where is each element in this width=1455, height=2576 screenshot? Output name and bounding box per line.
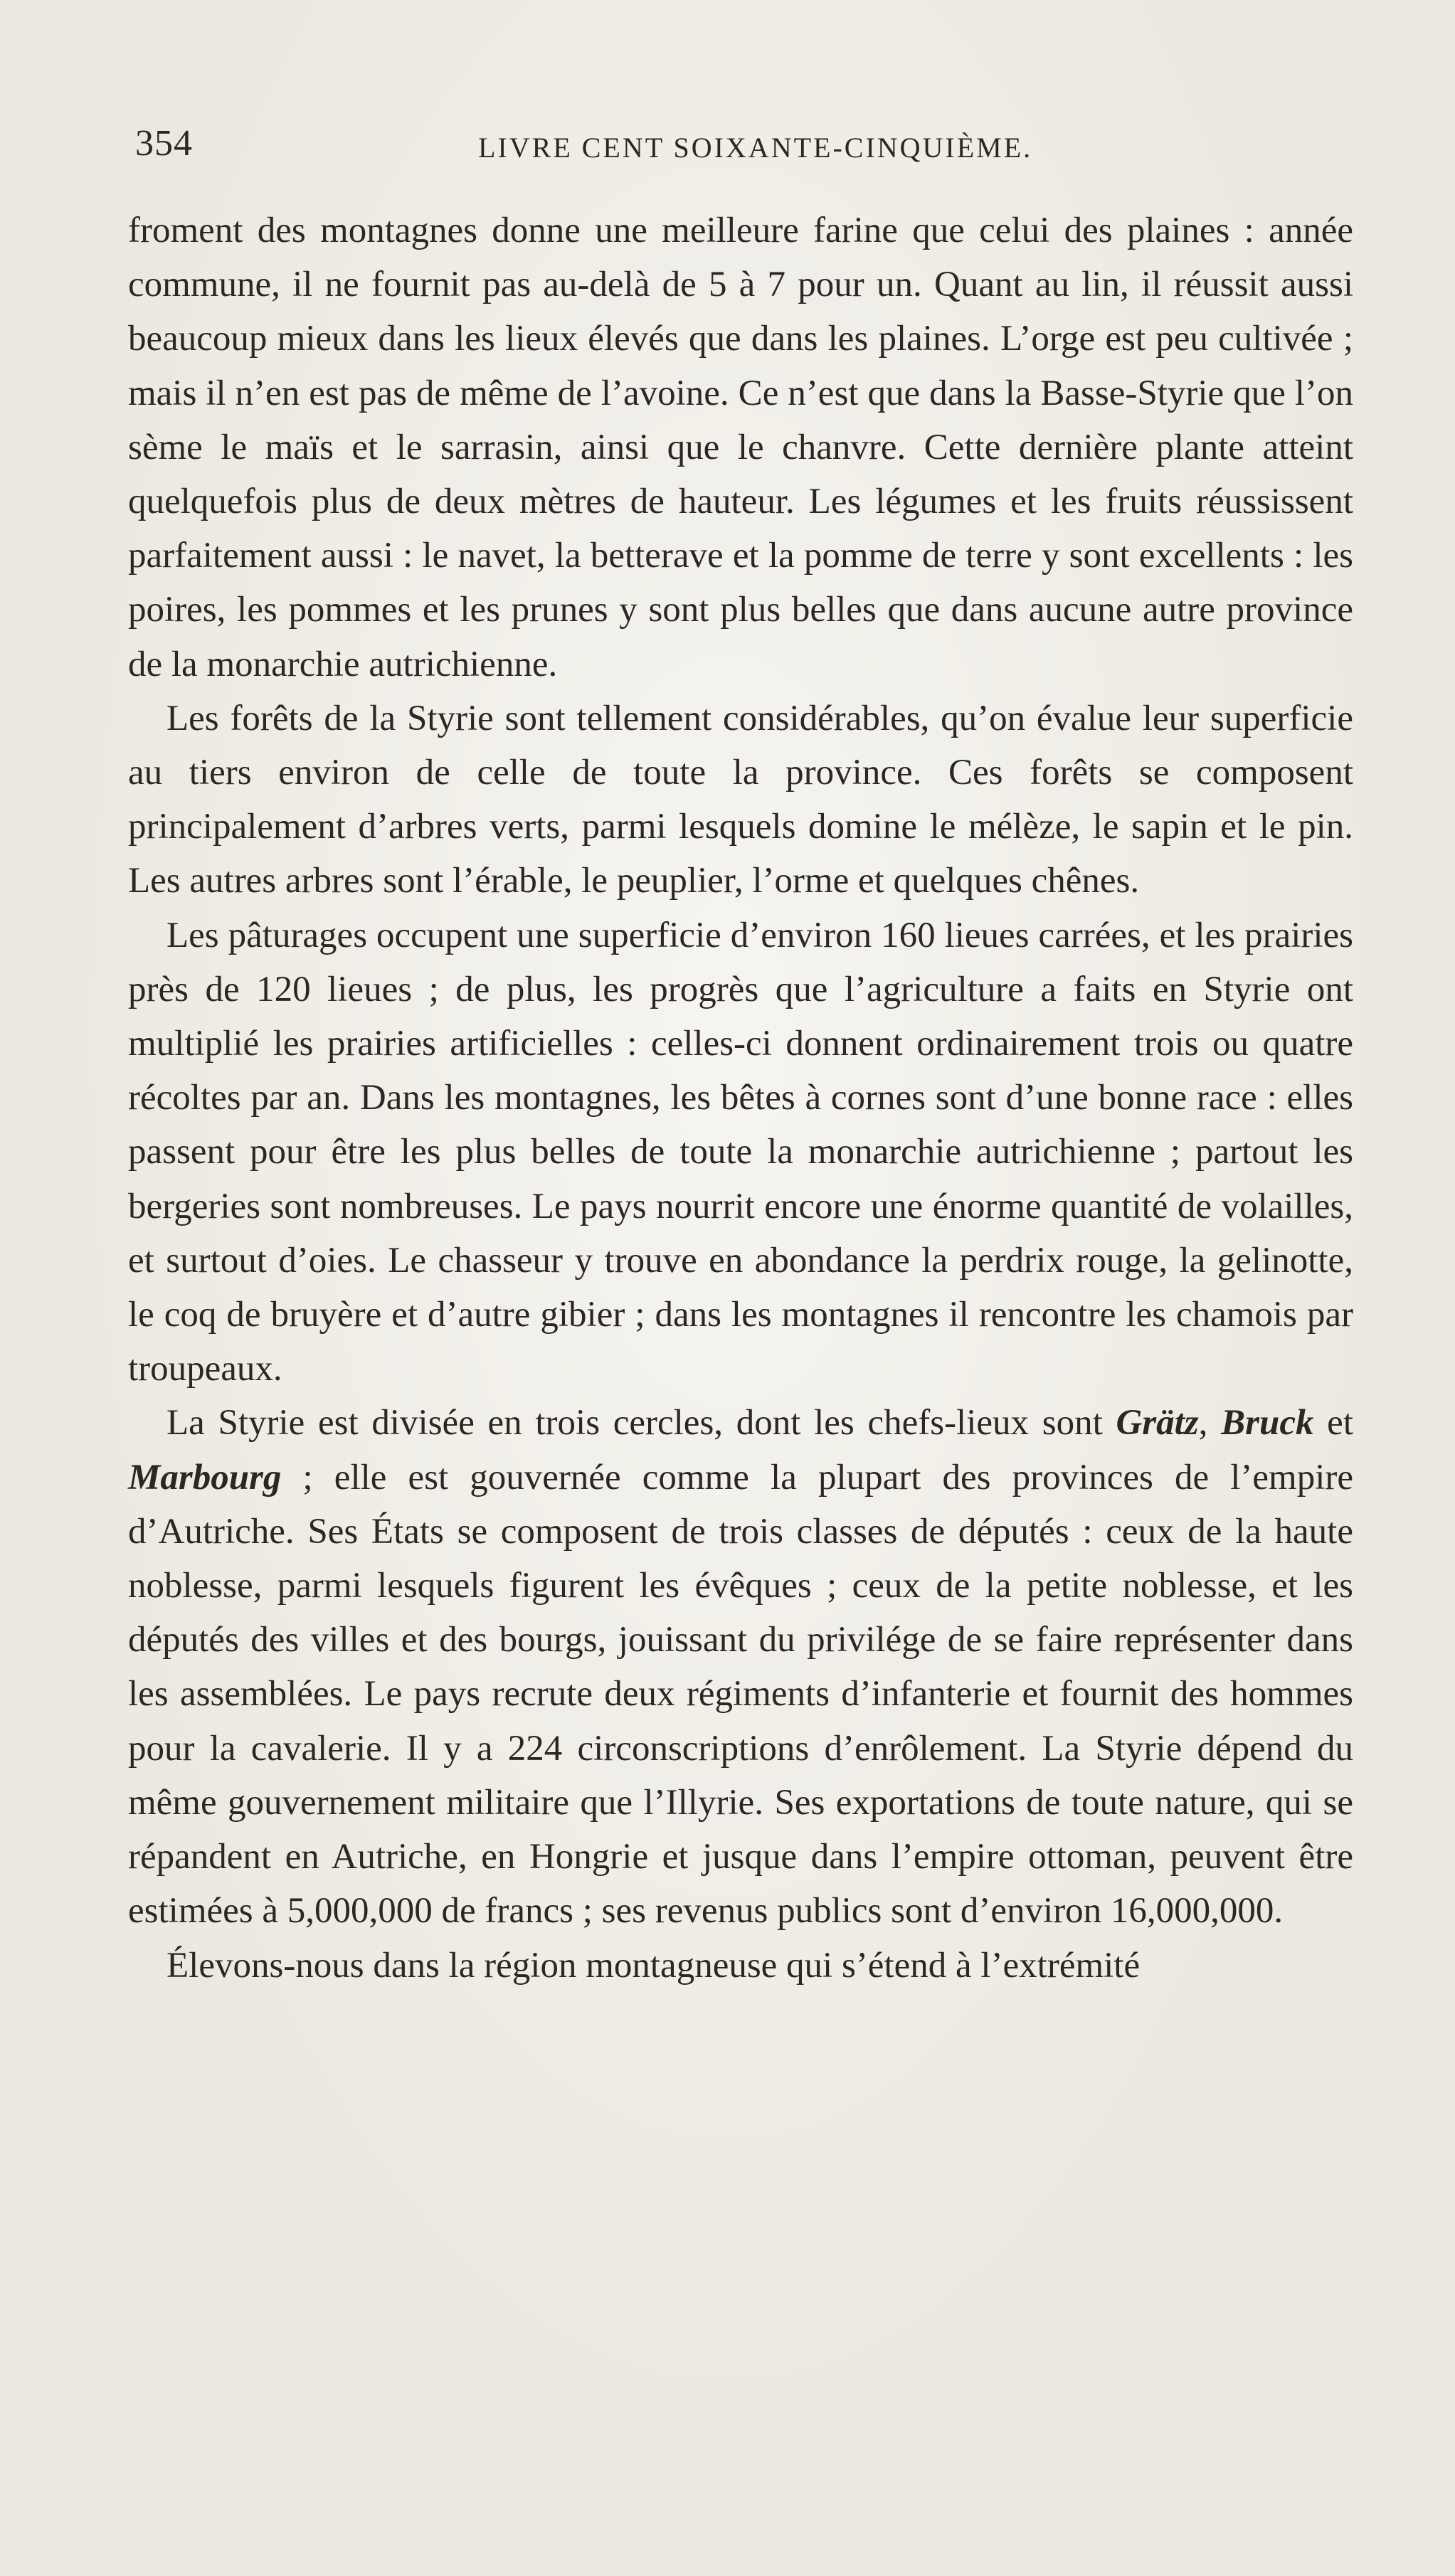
place-gratz: Grätz	[1116, 1403, 1199, 1443]
paragraph-administration-intro: La Styrie est divisée en trois cercles, dont les chefs-lieux sont	[166, 1403, 1116, 1443]
place-bruck: Bruck	[1221, 1403, 1314, 1443]
place-marbourg: Marbourg	[128, 1457, 282, 1498]
paragraph-mountains: Élevons-nous dans la région montagneuse qui s’étend à l’extrémité	[166, 1945, 1141, 1986]
body-text	[128, 203, 1353, 1993]
page-number: 354	[135, 123, 193, 164]
paragraph-administration-rest: ; elle est gouvernée comme la plupart des provinces de l’empire d’Autriche. Ses États se composent de trois classes de députés : ceux de la haute noblesse, parmi lesquels figurent les évêques ; ceux de la petite noblesse, et les députés des villes et des bourgs, jouissant du privilége de se faire représenter dans les assemblées. Le pays recrute deux régiments d’infanterie et fournit des hommes pour la cavalerie. Il y a 224 circonscriptions d’enrôlement. La Styrie dépend du même gouvernement militaire que l’Illyrie. Ses exportations de toute nature, qui se répandent en Autriche, en Hongrie et jusque dans l’empire ottoman, peuvent être estimées à 5,000,000 de francs ; ses revenus publics sont d’environ 16,000,000.	[128, 1457, 1353, 1931]
paragraph-agriculture: froment des montagnes donne une meilleure farine que celui des plaines : année commune, il ne fournit pas au-delà de 5 à 7 pour un. Quant au lin, il réussit aussi beaucoup mieux dans les lieux élevés que dans les plaines. L’orge est peu cultivée ; mais il n’en est pas de même de l’avoine. Ce n’est que dans la Basse-Styrie que l’on sème le maïs et le sarrasin, ainsi que le chanvre. Cette dernière plante atteint quelquefois plus de deux mètres de hauteur. Les légumes et les fruits réussissent parfaitement aussi : le navet, la betterave et la pomme de terre y sont excellents : les poires, les pommes et les prunes y sont plus belles que dans aucune autre province de la monarchie autrichienne.	[128, 211, 1353, 684]
separator-1: ,	[1198, 1403, 1222, 1443]
page-header	[135, 122, 1330, 186]
paragraph-administration	[128, 1396, 1353, 1938]
paragraph-forests: Les forêts de la Styrie sont tellement considérables, qu’on évalue leur superficie au tiers environ de celle de toute la province. Ces forêts se composent principalement d’arbres verts, parmi lesquels domine le mélèze, le sapin et le pin. Les autres arbres sont l’érable, le peuplier, l’orme et quelques chênes.	[128, 698, 1353, 901]
running-title: LIVRE CENT SOIXANTE-CINQUIÈME.	[478, 132, 1033, 164]
separator-2: et	[1313, 1403, 1353, 1443]
paragraph-pastures: Les pâturages occupent une superficie d’environ 160 lieues carrées, et les prairies près de 120 lieues ; de plus, les progrès que l’agriculture a faits en Styrie ont multiplié les prairies artificielles : celles-ci donnent ordinairement trois ou quatre récoltes par an. Dans les montagnes, les bêtes à cornes sont d’une bonne race : elles passent pour être les plus belles de toute la monarchie autrichienne ; partout les bergeries sont nombreuses. Le pays nourrit encore une énorme quantité de volailles, et surtout d’oies. Le chasseur y trouve en abondance la perdrix rouge, la gelinotte, le coq de bruyère et d’autre gibier ; dans les montagnes il rencontre les chamois par troupeaux.	[128, 915, 1353, 1389]
